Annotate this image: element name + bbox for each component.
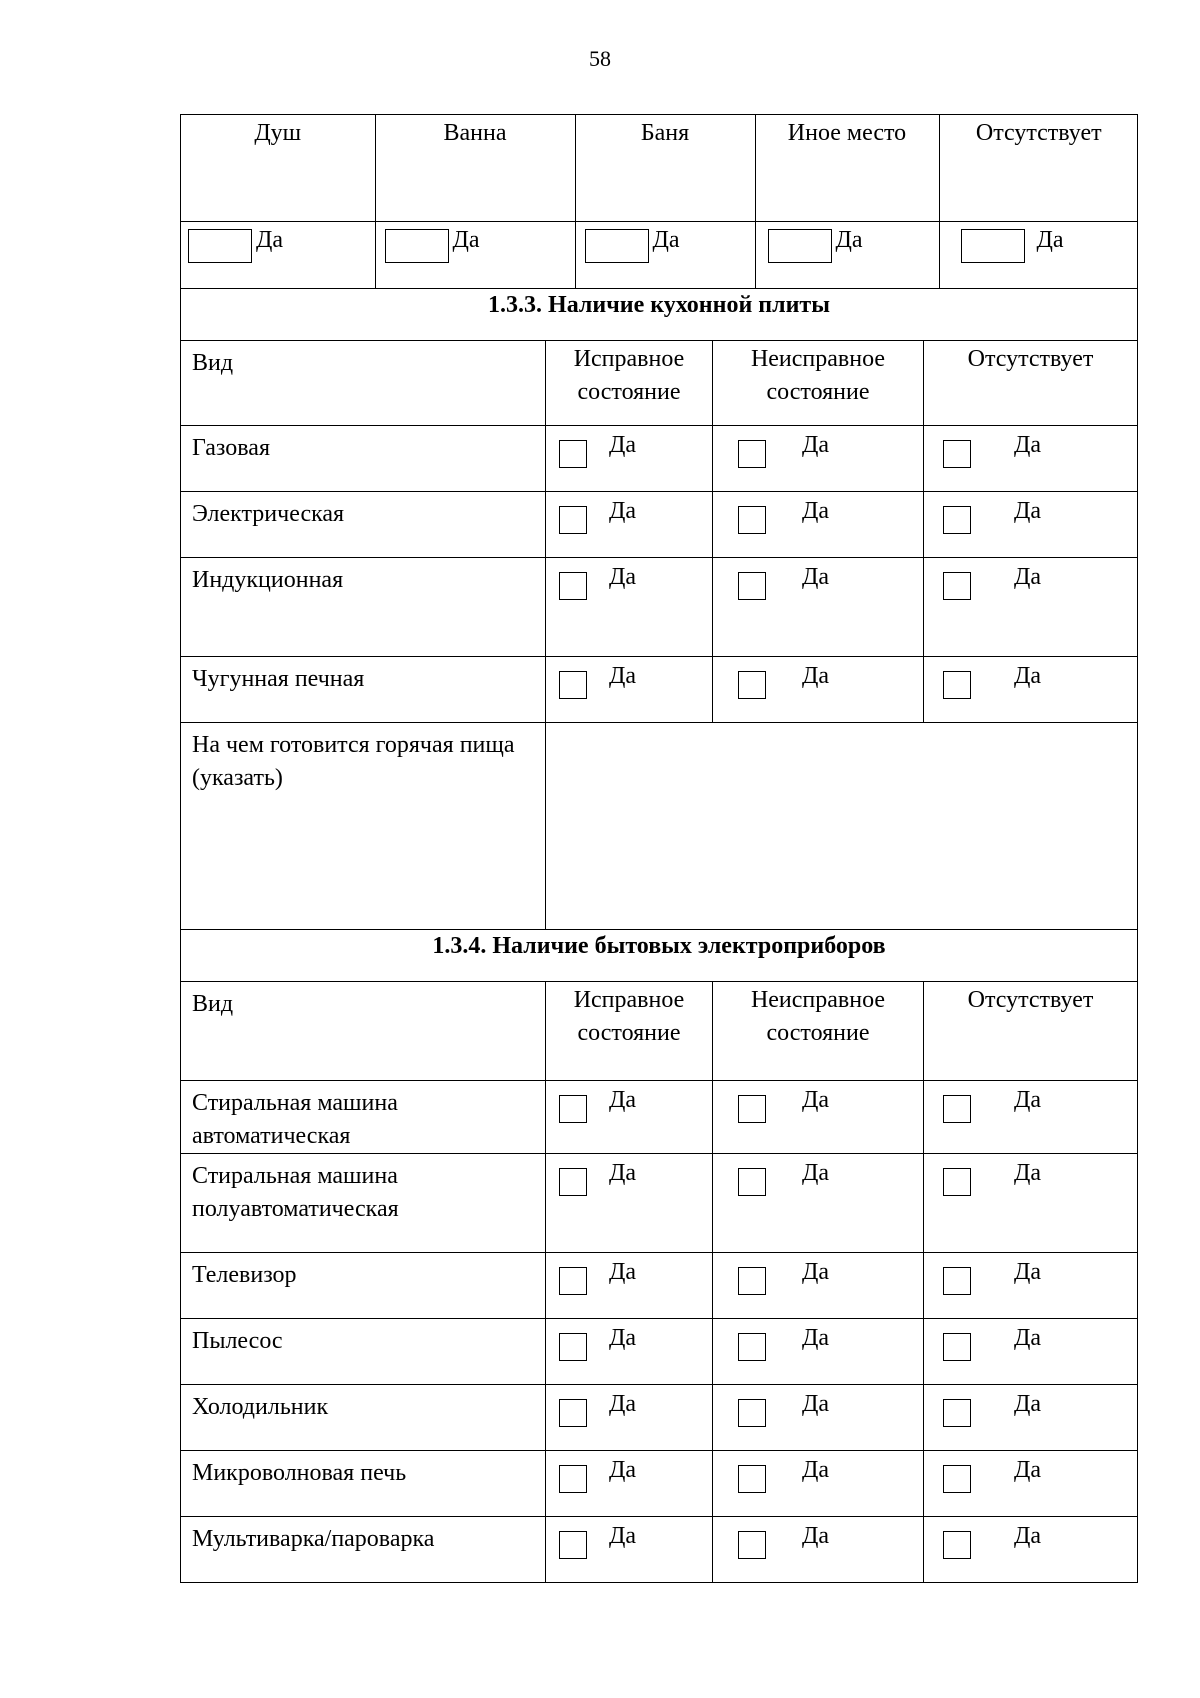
- checkbox-broken[interactable]: [738, 1267, 766, 1295]
- option-cell-absent: [924, 1319, 1138, 1385]
- option-cell-broken: [713, 657, 924, 723]
- yes-label: Да: [802, 1160, 830, 1186]
- option-cell-broken: [713, 558, 924, 657]
- option-cell-absent: [924, 1451, 1138, 1517]
- facility-checkbox-other-place[interactable]: [768, 229, 832, 263]
- appliance-row-vacuum: [181, 1319, 1138, 1385]
- yes-label: Да: [609, 663, 637, 689]
- checkbox-working[interactable]: [559, 506, 587, 534]
- yes-label: Да: [802, 1391, 830, 1417]
- stove-col-kind: Вид: [181, 341, 546, 426]
- stove-header-row: [181, 341, 1138, 426]
- yes-label: Да: [802, 498, 830, 524]
- facility-yes-other-place: [755, 222, 939, 288]
- facility-header-other-place: Иное место: [755, 115, 939, 221]
- appliances-section-title: 1.3.4. Наличие бытовых электроприборов: [181, 930, 1138, 982]
- option-cell-working: [546, 1081, 713, 1154]
- yes-label: Да: [1014, 1160, 1042, 1186]
- yes-label: Да: [802, 1325, 830, 1351]
- hot-food-row: [181, 723, 1138, 930]
- yes-label: Да: [609, 564, 637, 590]
- appliance-row-label: Стиральная машина автоматическая: [181, 1081, 546, 1154]
- option-cell-working: [546, 657, 713, 723]
- yes-label: Да: [1014, 1391, 1042, 1417]
- facility-yes-shower: [181, 222, 375, 288]
- yes-label: Да: [609, 1391, 637, 1417]
- appliances-col-kind: Вид: [181, 982, 546, 1081]
- facility-yes-banya: [575, 222, 755, 288]
- yes-label: Да: [609, 498, 637, 524]
- appliance-row-label: Пылесос: [181, 1319, 546, 1385]
- stove-section-title: 1.3.3. Наличие кухонной плиты: [181, 289, 1138, 341]
- facility-header-absent: Отсутствует: [939, 115, 1138, 221]
- yes-label: Да: [1014, 432, 1042, 458]
- yes-label: Да: [609, 1325, 637, 1351]
- stove-col-working: Исправное состояние: [546, 341, 713, 426]
- appliance-row-label: Микроволновая печь: [181, 1451, 546, 1517]
- option-cell-broken: [713, 1253, 924, 1319]
- option-cell-broken: [713, 426, 924, 492]
- option-cell-absent: [924, 1517, 1138, 1583]
- facility-yes-absent: [939, 222, 1138, 288]
- appliance-row-washer-semi: [181, 1154, 1138, 1253]
- option-cell-absent: [924, 426, 1138, 492]
- appliance-row-label: Телевизор: [181, 1253, 546, 1319]
- yes-label: Да: [609, 1087, 637, 1113]
- yes-label: Да: [256, 227, 284, 253]
- option-cell-absent: [924, 657, 1138, 723]
- option-cell-working: [546, 1154, 713, 1253]
- option-cell-broken: [713, 492, 924, 558]
- option-cell-broken: [713, 1451, 924, 1517]
- stove-row-label: Индукционная: [181, 558, 546, 657]
- facility-header-banya: Баня: [575, 115, 755, 221]
- appliances-col-absent: Отсутствует: [924, 982, 1138, 1081]
- checkbox-broken[interactable]: [738, 572, 766, 600]
- option-cell-broken: [713, 1517, 924, 1583]
- checkbox-absent[interactable]: [943, 1095, 971, 1123]
- option-cell-working: [546, 426, 713, 492]
- option-cell-broken: [713, 1081, 924, 1154]
- option-cell-absent: [924, 1154, 1138, 1253]
- checkbox-working[interactable]: [559, 1267, 587, 1295]
- appliance-row-fridge: [181, 1385, 1138, 1451]
- option-cell-working: [546, 558, 713, 657]
- appliance-row-washer-auto: [181, 1081, 1138, 1154]
- checkbox-absent[interactable]: [943, 1168, 971, 1196]
- yes-label: Да: [1014, 1259, 1042, 1285]
- yes-label: Да: [652, 227, 680, 253]
- checkbox-broken[interactable]: [738, 506, 766, 534]
- checkbox-broken[interactable]: [738, 1531, 766, 1559]
- checkbox-absent[interactable]: [943, 1267, 971, 1295]
- appliance-row-microwave: [181, 1451, 1138, 1517]
- yes-label: Да: [452, 227, 480, 253]
- checkbox-absent[interactable]: [943, 1399, 971, 1427]
- option-cell-absent: [924, 558, 1138, 657]
- yes-label: Да: [609, 432, 637, 458]
- facility-header-bath: Ванна: [375, 115, 575, 221]
- checkbox-broken[interactable]: [738, 1168, 766, 1196]
- option-cell-broken: [713, 1319, 924, 1385]
- yes-label: Да: [609, 1160, 637, 1186]
- checkbox-absent[interactable]: [943, 671, 971, 699]
- option-cell-working: [546, 1451, 713, 1517]
- checkbox-absent[interactable]: [943, 1465, 971, 1493]
- yes-label: Да: [1014, 663, 1042, 689]
- appliances-header-row: [181, 982, 1138, 1081]
- stove-row-label: Чугунная печная: [181, 657, 546, 723]
- checkbox-working[interactable]: [559, 1465, 587, 1493]
- checkbox-absent[interactable]: [943, 506, 971, 534]
- yes-label: Да: [802, 1457, 830, 1483]
- yes-label: Да: [1014, 1325, 1042, 1351]
- option-cell-working: [546, 1517, 713, 1583]
- yes-label: Да: [802, 1523, 830, 1549]
- appliances-col-working: Исправное состояние: [546, 982, 713, 1081]
- yes-label: Да: [835, 227, 863, 253]
- checkbox-broken[interactable]: [738, 671, 766, 699]
- facility-checkbox-bath[interactable]: [385, 229, 449, 263]
- yes-label: Да: [802, 564, 830, 590]
- appliance-row-label: Мультиварка/пароварка: [181, 1517, 546, 1583]
- yes-label: Да: [802, 663, 830, 689]
- yes-label: Да: [1014, 1457, 1042, 1483]
- stove-row-label: Газовая: [181, 426, 546, 492]
- option-cell-working: [546, 1319, 713, 1385]
- checkbox-absent[interactable]: [943, 1531, 971, 1559]
- facility-checkbox-absent[interactable]: [961, 229, 1025, 263]
- option-cell-working: [546, 492, 713, 558]
- option-cell-broken: [713, 1154, 924, 1253]
- appliance-row-label: Стиральная машина полуавтоматическая: [181, 1154, 546, 1253]
- checkbox-broken[interactable]: [738, 1095, 766, 1123]
- facilities-yes-row: [181, 222, 1138, 289]
- appliance-row-label: Холодильник: [181, 1385, 546, 1451]
- checkbox-absent[interactable]: [943, 572, 971, 600]
- checkbox-working[interactable]: [559, 1333, 587, 1361]
- option-cell-absent: [924, 1253, 1138, 1319]
- yes-label: Да: [802, 1087, 830, 1113]
- yes-label: Да: [1014, 564, 1042, 590]
- checkbox-working[interactable]: [559, 1531, 587, 1559]
- stove-col-absent: Отсутствует: [924, 341, 1138, 426]
- hot-food-label: На чем готовится горячая пища (указать): [181, 723, 546, 930]
- yes-label: Да: [609, 1457, 637, 1483]
- checkbox-broken[interactable]: [738, 440, 766, 468]
- stove-row-gas: [181, 426, 1138, 492]
- stove-row-electric: [181, 492, 1138, 558]
- appliance-row-tv: [181, 1253, 1138, 1319]
- option-cell-working: [546, 1253, 713, 1319]
- facility-yes-bath: [375, 222, 575, 288]
- facility-checkbox-shower[interactable]: [188, 229, 252, 263]
- yes-label: Да: [1036, 227, 1064, 253]
- option-cell-absent: [924, 492, 1138, 558]
- yes-label: Да: [1014, 1087, 1042, 1113]
- checkbox-broken[interactable]: [738, 1399, 766, 1427]
- yes-label: Да: [802, 1259, 830, 1285]
- yes-label: Да: [1014, 1523, 1042, 1549]
- checkbox-working[interactable]: [559, 1095, 587, 1123]
- facility-checkbox-banya[interactable]: [585, 229, 649, 263]
- checkbox-absent[interactable]: [943, 1333, 971, 1361]
- yes-label: Да: [1014, 498, 1042, 524]
- checkbox-working[interactable]: [559, 1168, 587, 1196]
- checkbox-working[interactable]: [559, 671, 587, 699]
- checkbox-broken[interactable]: [738, 1465, 766, 1493]
- checkbox-broken[interactable]: [738, 1333, 766, 1361]
- yes-label: Да: [609, 1523, 637, 1549]
- option-cell-absent: [924, 1385, 1138, 1451]
- survey-form-table: [180, 114, 1138, 1583]
- yes-label: Да: [609, 1259, 637, 1285]
- option-cell-broken: [713, 1385, 924, 1451]
- stove-row-cast-iron: [181, 657, 1138, 723]
- appliance-row-multicooker: [181, 1517, 1138, 1583]
- stove-row-label: Электрическая: [181, 492, 546, 558]
- checkbox-working[interactable]: [559, 572, 587, 600]
- appliances-col-broken: Неисправное состояние: [713, 982, 924, 1081]
- facilities-header-row: [181, 115, 1138, 222]
- facility-header-shower: Душ: [254, 120, 302, 146]
- yes-label: Да: [802, 432, 830, 458]
- option-cell-absent: [924, 1081, 1138, 1154]
- stove-col-broken: Неисправное состояние: [713, 341, 924, 426]
- option-cell-working: [546, 1385, 713, 1451]
- checkbox-working[interactable]: [559, 1399, 587, 1427]
- checkbox-absent[interactable]: [943, 440, 971, 468]
- stove-row-induction: [181, 558, 1138, 657]
- hot-food-answer-field[interactable]: [546, 723, 1138, 930]
- checkbox-working[interactable]: [559, 440, 587, 468]
- page-number: 58: [589, 46, 611, 71]
